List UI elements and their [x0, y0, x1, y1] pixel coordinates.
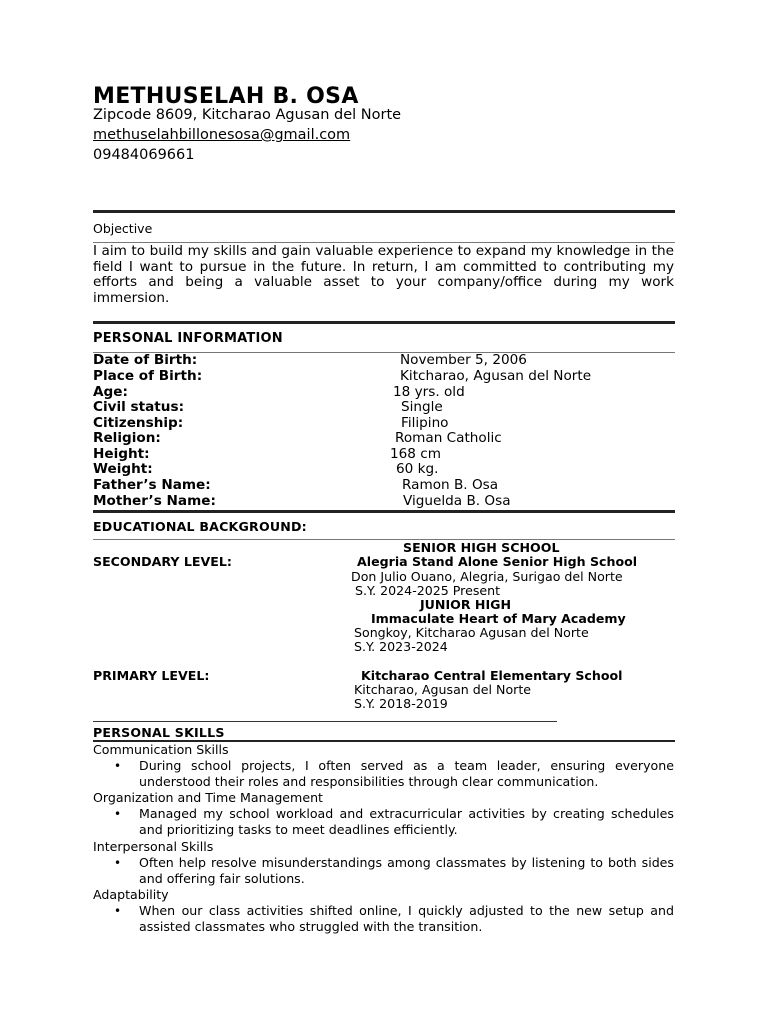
info-label: Religion:	[93, 430, 161, 446]
divider	[93, 210, 675, 213]
info-row	[93, 494, 675, 510]
info-value: Ramon B. Osa	[402, 477, 499, 493]
info-value: November 5, 2006	[400, 352, 527, 368]
address: Zipcode 8609, Kitcharao Agusan del Norte	[93, 107, 402, 123]
info-label: Citizenship:	[93, 415, 184, 431]
skill-heading: Organization and Time Management	[93, 790, 323, 805]
shs-address: Don Julio Ouano, Alegria, Surigao del Norte	[351, 569, 623, 584]
info-row	[93, 400, 675, 416]
divider	[93, 539, 675, 540]
skill-heading: Adaptability	[93, 887, 169, 902]
info-value: Roman Catholic	[395, 430, 502, 446]
bullet-icon: •	[114, 807, 122, 821]
skill-heading: Communication Skills	[93, 742, 229, 757]
jhs-school-year: S.Y. 2023-2024	[354, 639, 448, 654]
bullet-icon: •	[114, 904, 122, 918]
objective-text: I aim to build my skills and gain valuable experience to expand my knowledge in the field I want to pursue in the future. In return, I am committed to contributing my efforts and being a valuable asset to your company/office during my work immersion.	[93, 243, 674, 306]
skill-description: When our class activities shifted online, I quickly adjusted to the new setup and assisted classmates who struggled with the transition.	[139, 903, 674, 934]
phone-number: 09484069661	[93, 147, 195, 163]
info-label: Height:	[93, 446, 150, 462]
applicant-name: METHUSELAH B. OSA	[93, 84, 359, 109]
info-label: Date of Birth:	[93, 352, 198, 368]
bullet-icon: •	[114, 856, 122, 870]
info-label: Father’s Name:	[93, 477, 211, 493]
personal-info-title: PERSONAL INFORMATION	[93, 331, 283, 346]
secondary-level-label: SECONDARY LEVEL:	[93, 554, 232, 569]
info-value: Viguelda B. Osa	[403, 493, 511, 509]
info-label: Weight:	[93, 461, 153, 477]
skill-description: Often help resolve misunderstandings among classmates by listening to both sides and offering fair solutions.	[139, 855, 674, 886]
info-value: 168 cm	[390, 446, 441, 462]
bullet-icon: •	[114, 759, 122, 773]
info-row	[93, 447, 675, 463]
info-value: 60 kg.	[396, 461, 439, 477]
info-label: Civil status:	[93, 399, 185, 415]
underline-divider	[93, 721, 557, 722]
info-row	[93, 369, 675, 385]
info-label: Age:	[93, 384, 128, 400]
info-row	[93, 462, 675, 478]
info-value: Single	[401, 399, 443, 415]
jhs-address: Songkoy, Kitcharao Agusan del Norte	[354, 625, 589, 640]
elementary-address: Kitcharao, Agusan del Norte	[354, 682, 532, 697]
info-row	[93, 478, 675, 494]
divider	[93, 510, 675, 513]
jhs-school: Immaculate Heart of Mary Academy	[371, 611, 626, 626]
shs-heading: SENIOR HIGH SCHOOL	[403, 540, 560, 555]
info-value: 18 yrs. old	[393, 384, 465, 400]
info-row	[93, 431, 675, 447]
shs-school-year: S.Y. 2024-2025 Present	[355, 583, 501, 598]
elementary-school: Kitcharao Central Elementary School	[361, 668, 623, 683]
info-row	[93, 416, 675, 432]
primary-level-label: PRIMARY LEVEL:	[93, 668, 210, 683]
skill-heading: Interpersonal Skills	[93, 839, 214, 854]
info-value: Kitcharao, Agusan del Norte	[400, 368, 592, 384]
info-label: Mother’s Name:	[93, 493, 216, 509]
shs-school: Alegria Stand Alone Senior High School	[357, 554, 638, 569]
skill-description: Managed my school workload and extracurricular activities by creating schedules and prioritizing tasks to meet deadlines efficiently.	[139, 806, 674, 837]
jhs-heading: JUNIOR HIGH	[420, 597, 512, 612]
info-row	[93, 353, 675, 369]
divider	[93, 321, 675, 324]
skills-title: PERSONAL SKILLS	[93, 725, 225, 740]
objective-title: Objective	[93, 221, 153, 236]
elementary-school-year: S.Y. 2018-2019	[354, 696, 448, 711]
education-title: EDUCATIONAL BACKGROUND:	[93, 519, 307, 534]
skill-description: During school projects, I often served as a team leader, ensuring everyone understood their roles and responsibilities through clear communication.	[139, 758, 674, 789]
info-label: Place of Birth:	[93, 368, 203, 384]
email-link[interactable]: methuselahbillonesosa@gmail.com	[93, 127, 351, 143]
info-value: Filipino	[401, 415, 449, 431]
